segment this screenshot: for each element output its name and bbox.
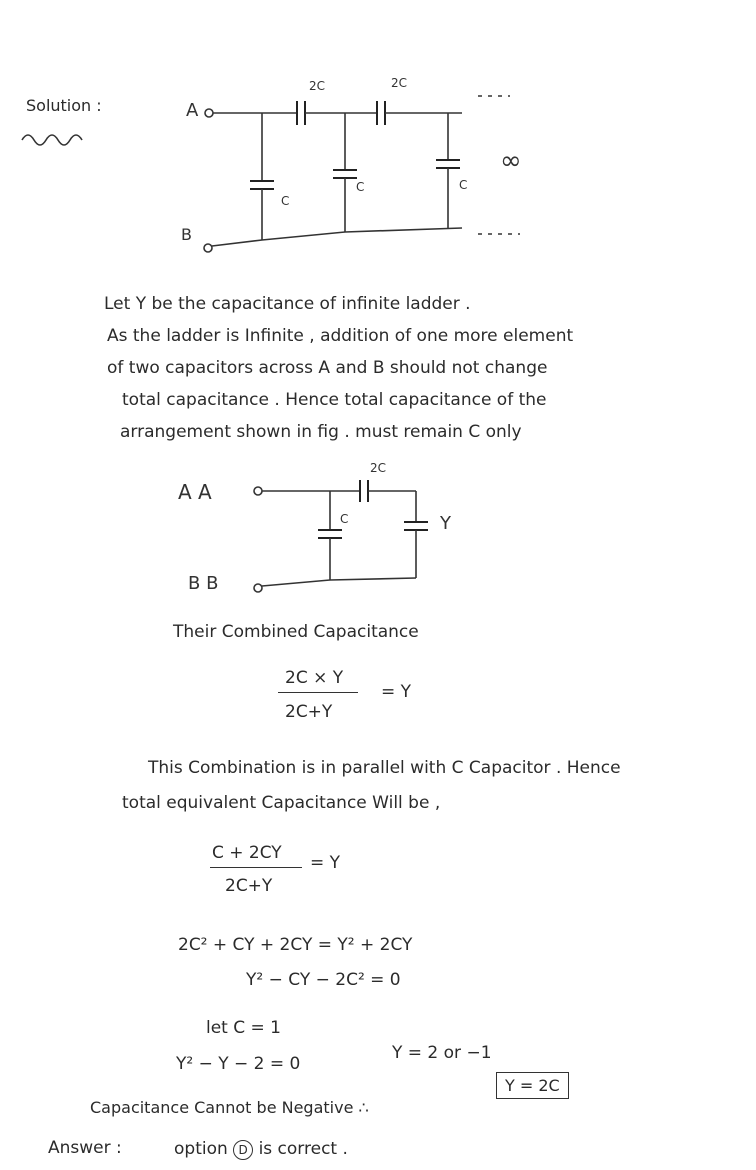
shunt-cap-label-3: C — [459, 178, 468, 192]
answer-label: Answer : — [48, 1138, 122, 1158]
eq5-substitution: let C = 1 — [206, 1018, 281, 1038]
para1-line4: total capacitance . Hence total capacitance of the — [122, 390, 547, 410]
shunt-cap-label-1: C — [281, 194, 290, 208]
para1-line3: of two capacitors across A and B should not change — [107, 358, 548, 378]
eq2-numerator: C + 2CY — [212, 843, 282, 863]
answer-line — [174, 1140, 348, 1160]
terminal-b — [204, 244, 212, 252]
para3-line1: This Combination is in parallel with C Capacitor . Hence — [148, 758, 621, 778]
series-cap-label-2: 2C — [391, 76, 408, 90]
eq6-left: Y² − Y − 2 = 0 — [176, 1054, 301, 1074]
answer-option-circle: D — [233, 1140, 253, 1160]
eq2-fraction-bar — [210, 867, 302, 868]
eq1-denominator: 2C+Y — [285, 702, 333, 722]
eq1-rhs: = Y — [381, 682, 412, 702]
fig2-node-a-label: A A — [178, 480, 212, 504]
answer-prefix: option — [174, 1139, 228, 1159]
answer-suffix: is correct . — [258, 1139, 348, 1159]
eq2-denominator: 2C+Y — [225, 876, 273, 896]
shunt-cap-label-2: C — [356, 180, 365, 194]
eq1-fraction-bar — [278, 692, 358, 693]
conclusion-text: Capacitance Cannot be Negative ∴ — [90, 1098, 369, 1117]
eq6-right: Y = 2 or −1 — [392, 1043, 492, 1063]
node-b-label: B — [181, 225, 192, 244]
eq3-expansion: 2C² + CY + 2CY = Y² + 2CY — [178, 935, 413, 955]
eq4-quadratic: Y² − CY − 2C² = 0 — [246, 970, 401, 990]
series-cap-label-1: 2C — [309, 79, 326, 93]
solution-label: Solution : — [26, 96, 102, 115]
para2-line1: Their Combined Capacitance — [173, 622, 419, 642]
terminal-a-fig2 — [254, 487, 262, 495]
para3-line2: total equivalent Capacitance Will be , — [122, 793, 441, 813]
fig2-series-cap-label: 2C — [370, 461, 387, 475]
node-a-label: A — [186, 100, 199, 121]
terminal-b-fig2 — [254, 584, 262, 592]
final-answer-box: Y = 2C — [496, 1072, 569, 1099]
fig2-shunt-cap-label: C — [340, 512, 349, 526]
eq2-rhs: = Y — [310, 853, 341, 873]
para1-line1: Let Y be the capacitance of infinite ladder . — [104, 294, 471, 314]
fig2-node-b-label: B B — [188, 573, 219, 594]
fig2-y-label: Y — [440, 513, 451, 534]
para1-line5: arrangement shown in fig . must remain C only — [120, 422, 522, 442]
infinity-symbol: ∞ — [500, 146, 522, 176]
terminal-a — [205, 109, 213, 117]
para1-line2: As the ladder is Infinite , addition of one more element — [107, 326, 574, 346]
eq1-numerator: 2C × Y — [285, 668, 344, 688]
